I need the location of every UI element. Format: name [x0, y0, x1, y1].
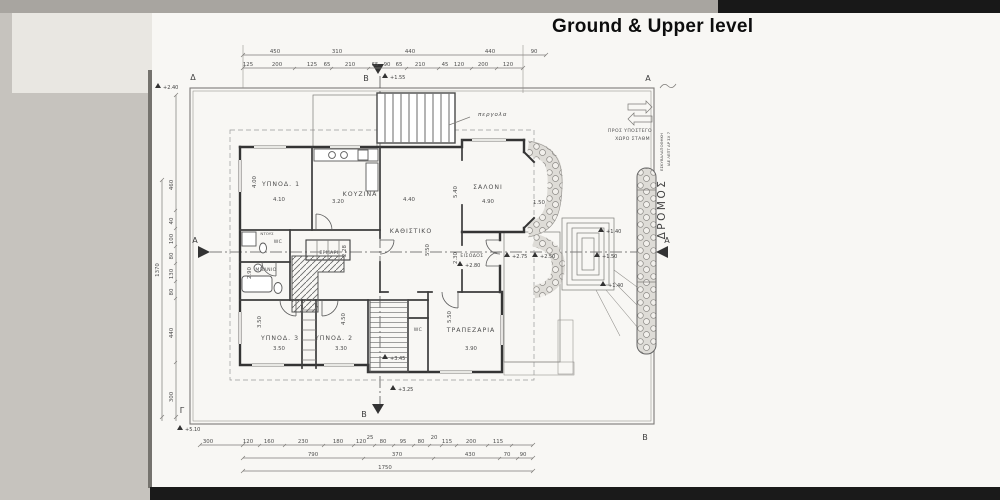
dim-left-2: 100 — [169, 233, 175, 245]
label-to-parking-1: ΠΡΟΣ ΥΠΟΣΤΕΓΟ — [607, 129, 652, 134]
dim-bath-height: 2.90 — [247, 266, 253, 280]
room-label-entrance: ΕΙΣΟΔΟΣ — [460, 254, 484, 259]
dim-top1-3: 440 — [484, 49, 496, 55]
dim-bottom1-0: 120 — [242, 439, 254, 445]
dim-bottom1-3: 180 — [332, 439, 344, 445]
bath-toilet — [274, 283, 282, 294]
dim-top2-4: 210 — [344, 62, 356, 68]
dim-bottom1-8: 80 — [417, 439, 425, 445]
dim-bedroom2-width: 3.30 — [334, 346, 348, 352]
room-label-bath: ΜΠΑΝΙΟ — [255, 268, 277, 273]
dim-top2-9: 45 — [441, 62, 449, 68]
dim-bottom-total: 1750 — [378, 465, 392, 471]
corner-marker-gamma: Γ — [179, 406, 185, 415]
terrace-stone-border-south — [504, 362, 574, 375]
room-label-bedroom3: ΥΠΝΟΔ. 3 — [260, 335, 300, 342]
level-porch-a: +2.75 — [512, 254, 528, 260]
room-label-bedroom1: ΥΠΝΟΔ. 1 — [261, 181, 301, 188]
dim-top1-0: 450 — [269, 49, 281, 55]
corner-marker-b: B — [642, 433, 648, 442]
dim-bedroom2-height: 4.50 — [341, 312, 347, 326]
dim-bottom2-2: 430 — [464, 452, 476, 458]
label-to-parking-2: ΧΩΡΟ ΣΤΑΘΜ — [615, 137, 650, 142]
level-stair: +3.45 — [390, 356, 406, 362]
dim-left-1: 40 — [169, 217, 175, 225]
section-marker-b-bottom: B — [361, 410, 367, 419]
dim-top2-3: 65 — [323, 62, 331, 68]
dim-bottom1-12: 115 — [492, 439, 504, 445]
level-porch-b: +2.50 — [540, 254, 556, 260]
dim-bedroom1-height: 4.00 — [252, 175, 258, 189]
corner-marker-a: A — [645, 74, 651, 83]
dim-bottom1-7: 95 — [399, 439, 407, 445]
dim-top2-8: 210 — [414, 62, 426, 68]
section-marker-a-left: A — [192, 236, 198, 245]
section-marker-a-right: A — [664, 236, 670, 245]
dim-bottom1-5: 25 — [366, 435, 374, 441]
dim-bottom2-1: 370 — [391, 452, 403, 458]
dimensions-left — [155, 93, 178, 421]
room-label-kitchen: ΚΟΥΖΙΝΑ — [342, 191, 378, 198]
dim-left-0: 460 — [169, 179, 175, 191]
dim-top2-6: 90 — [383, 62, 391, 68]
label-pergola: περγολα — [478, 112, 508, 118]
level-south-corner: +5.10 — [185, 427, 201, 433]
dim-bottom1-2: 230 — [297, 439, 309, 445]
wc-toilet — [260, 243, 267, 253]
dim-entrance-depth: 2.30 — [453, 251, 459, 265]
scan-scribble — [660, 84, 676, 88]
dim-top2-0: 125 — [242, 62, 254, 68]
room-label-bedroom2: ΥΠΝΟΔ. 2 — [314, 335, 354, 342]
dim-left-7: 300 — [169, 391, 175, 403]
north-tiled-patio — [313, 95, 377, 147]
dim-bottom0: 300 — [202, 439, 214, 445]
main-stair-hatched — [292, 256, 344, 312]
dim-bottom1-4: 120 — [355, 439, 367, 445]
dim-top2-1: 200 — [271, 62, 283, 68]
dim-bottom1-9: 20 — [430, 435, 438, 441]
label-bin-note: ΙΔΕ ΛΕΠΤ ΑΡ ΣΧ 7 — [666, 131, 671, 167]
dim-dining-width: 3.90 — [464, 346, 478, 352]
dim-left-5: 80 — [169, 288, 175, 296]
dim-bedroom3-height: 3.50 — [257, 315, 263, 329]
dimensions-top — [241, 45, 548, 93]
level-garden-up: +1.40 — [606, 229, 622, 235]
room-label-wc1: WC — [273, 240, 283, 245]
stone-porch-border — [534, 240, 558, 292]
corner-marker-delta: Δ — [190, 73, 196, 82]
dim-left-6: 440 — [169, 327, 175, 339]
dim-bedroom3-width: 3.50 — [272, 346, 286, 352]
room-label-closet: ΕΡΜΑΡΙ — [319, 251, 339, 256]
dim-kitchen-width: 3.20 — [331, 199, 345, 205]
level-pergola-side: +1.55 — [390, 75, 406, 81]
dim-living-height: 5.50 — [425, 243, 431, 257]
level-garden-mid: +1.50 — [602, 254, 618, 260]
dim-closet-depth: 2.28 — [342, 244, 348, 258]
dim-salon-height: 5.40 — [453, 185, 459, 199]
label-road: ΔΡΟΜΟΣ — [656, 178, 668, 240]
dimensions-bottom — [198, 435, 535, 473]
dim-top2-7: 65 — [395, 62, 403, 68]
kitchen-fridge — [366, 163, 378, 191]
page-title: Ground & Upper level — [552, 16, 754, 37]
level-garden-low: +1.40 — [608, 283, 624, 289]
dim-top1-1: 310 — [331, 49, 343, 55]
dim-bottom1-6: 80 — [379, 439, 387, 445]
dim-salon-side: 1.50 — [532, 200, 546, 206]
dim-left-4: 130 — [169, 268, 175, 280]
dim-bedroom1-width: 4.10 — [272, 197, 286, 203]
dim-top2-11: 200 — [477, 62, 489, 68]
dim-left-total: 1370 — [155, 263, 161, 277]
dim-top2-2: 125 — [306, 62, 318, 68]
room-label-dining: ΤΡΑΠΕΖΑΡΙΑ — [446, 327, 496, 334]
dim-top2-10: 120 — [453, 62, 465, 68]
dim-bottom2-0: 790 — [307, 452, 319, 458]
dim-bottom1-11: 200 — [465, 439, 477, 445]
dim-top2-5: 65 — [371, 62, 379, 68]
dim-bottom2-4: 90 — [519, 452, 527, 458]
arrow-right-icon — [628, 101, 652, 113]
pergola — [377, 93, 455, 143]
dim-top2-12: 120 — [502, 62, 514, 68]
room-label-salon: ΣΑΛΟΝΙ — [473, 184, 503, 191]
dim-bottom1-1: 160 — [263, 439, 275, 445]
dim-left-3: 80 — [169, 252, 175, 260]
dim-living-width: 4.40 — [402, 197, 416, 203]
room-label-living: ΚΑΘΙΣΤΙΚΟ — [389, 228, 433, 235]
level-south-b: +3.25 — [398, 387, 414, 393]
label-bin-store: ΕΣΚΥΒΑΛΑΠΟΘΗΚΗ — [659, 133, 664, 171]
arrow-left-icon — [628, 113, 652, 125]
room-label-shower: ΝΤΟΥΣ — [260, 231, 274, 236]
dim-top1-4: 90 — [530, 49, 538, 55]
level-entrance: +2.80 — [465, 263, 481, 269]
room-label-wc2: WC — [413, 328, 423, 333]
dim-dining-height: 5.50 — [447, 310, 453, 324]
dim-top1-2: 440 — [404, 49, 416, 55]
section-marker-b-top: B — [363, 74, 369, 83]
dim-bottom2-3: 70 — [503, 452, 511, 458]
bedroom-closet-shelves — [302, 310, 316, 360]
dim-salon-width: 4.90 — [481, 199, 495, 205]
shower-tray — [242, 232, 256, 246]
dim-bottom1-10: 115 — [441, 439, 453, 445]
roadside-stone-strip — [637, 168, 656, 354]
level-entry-court: +2.40 — [163, 85, 179, 91]
